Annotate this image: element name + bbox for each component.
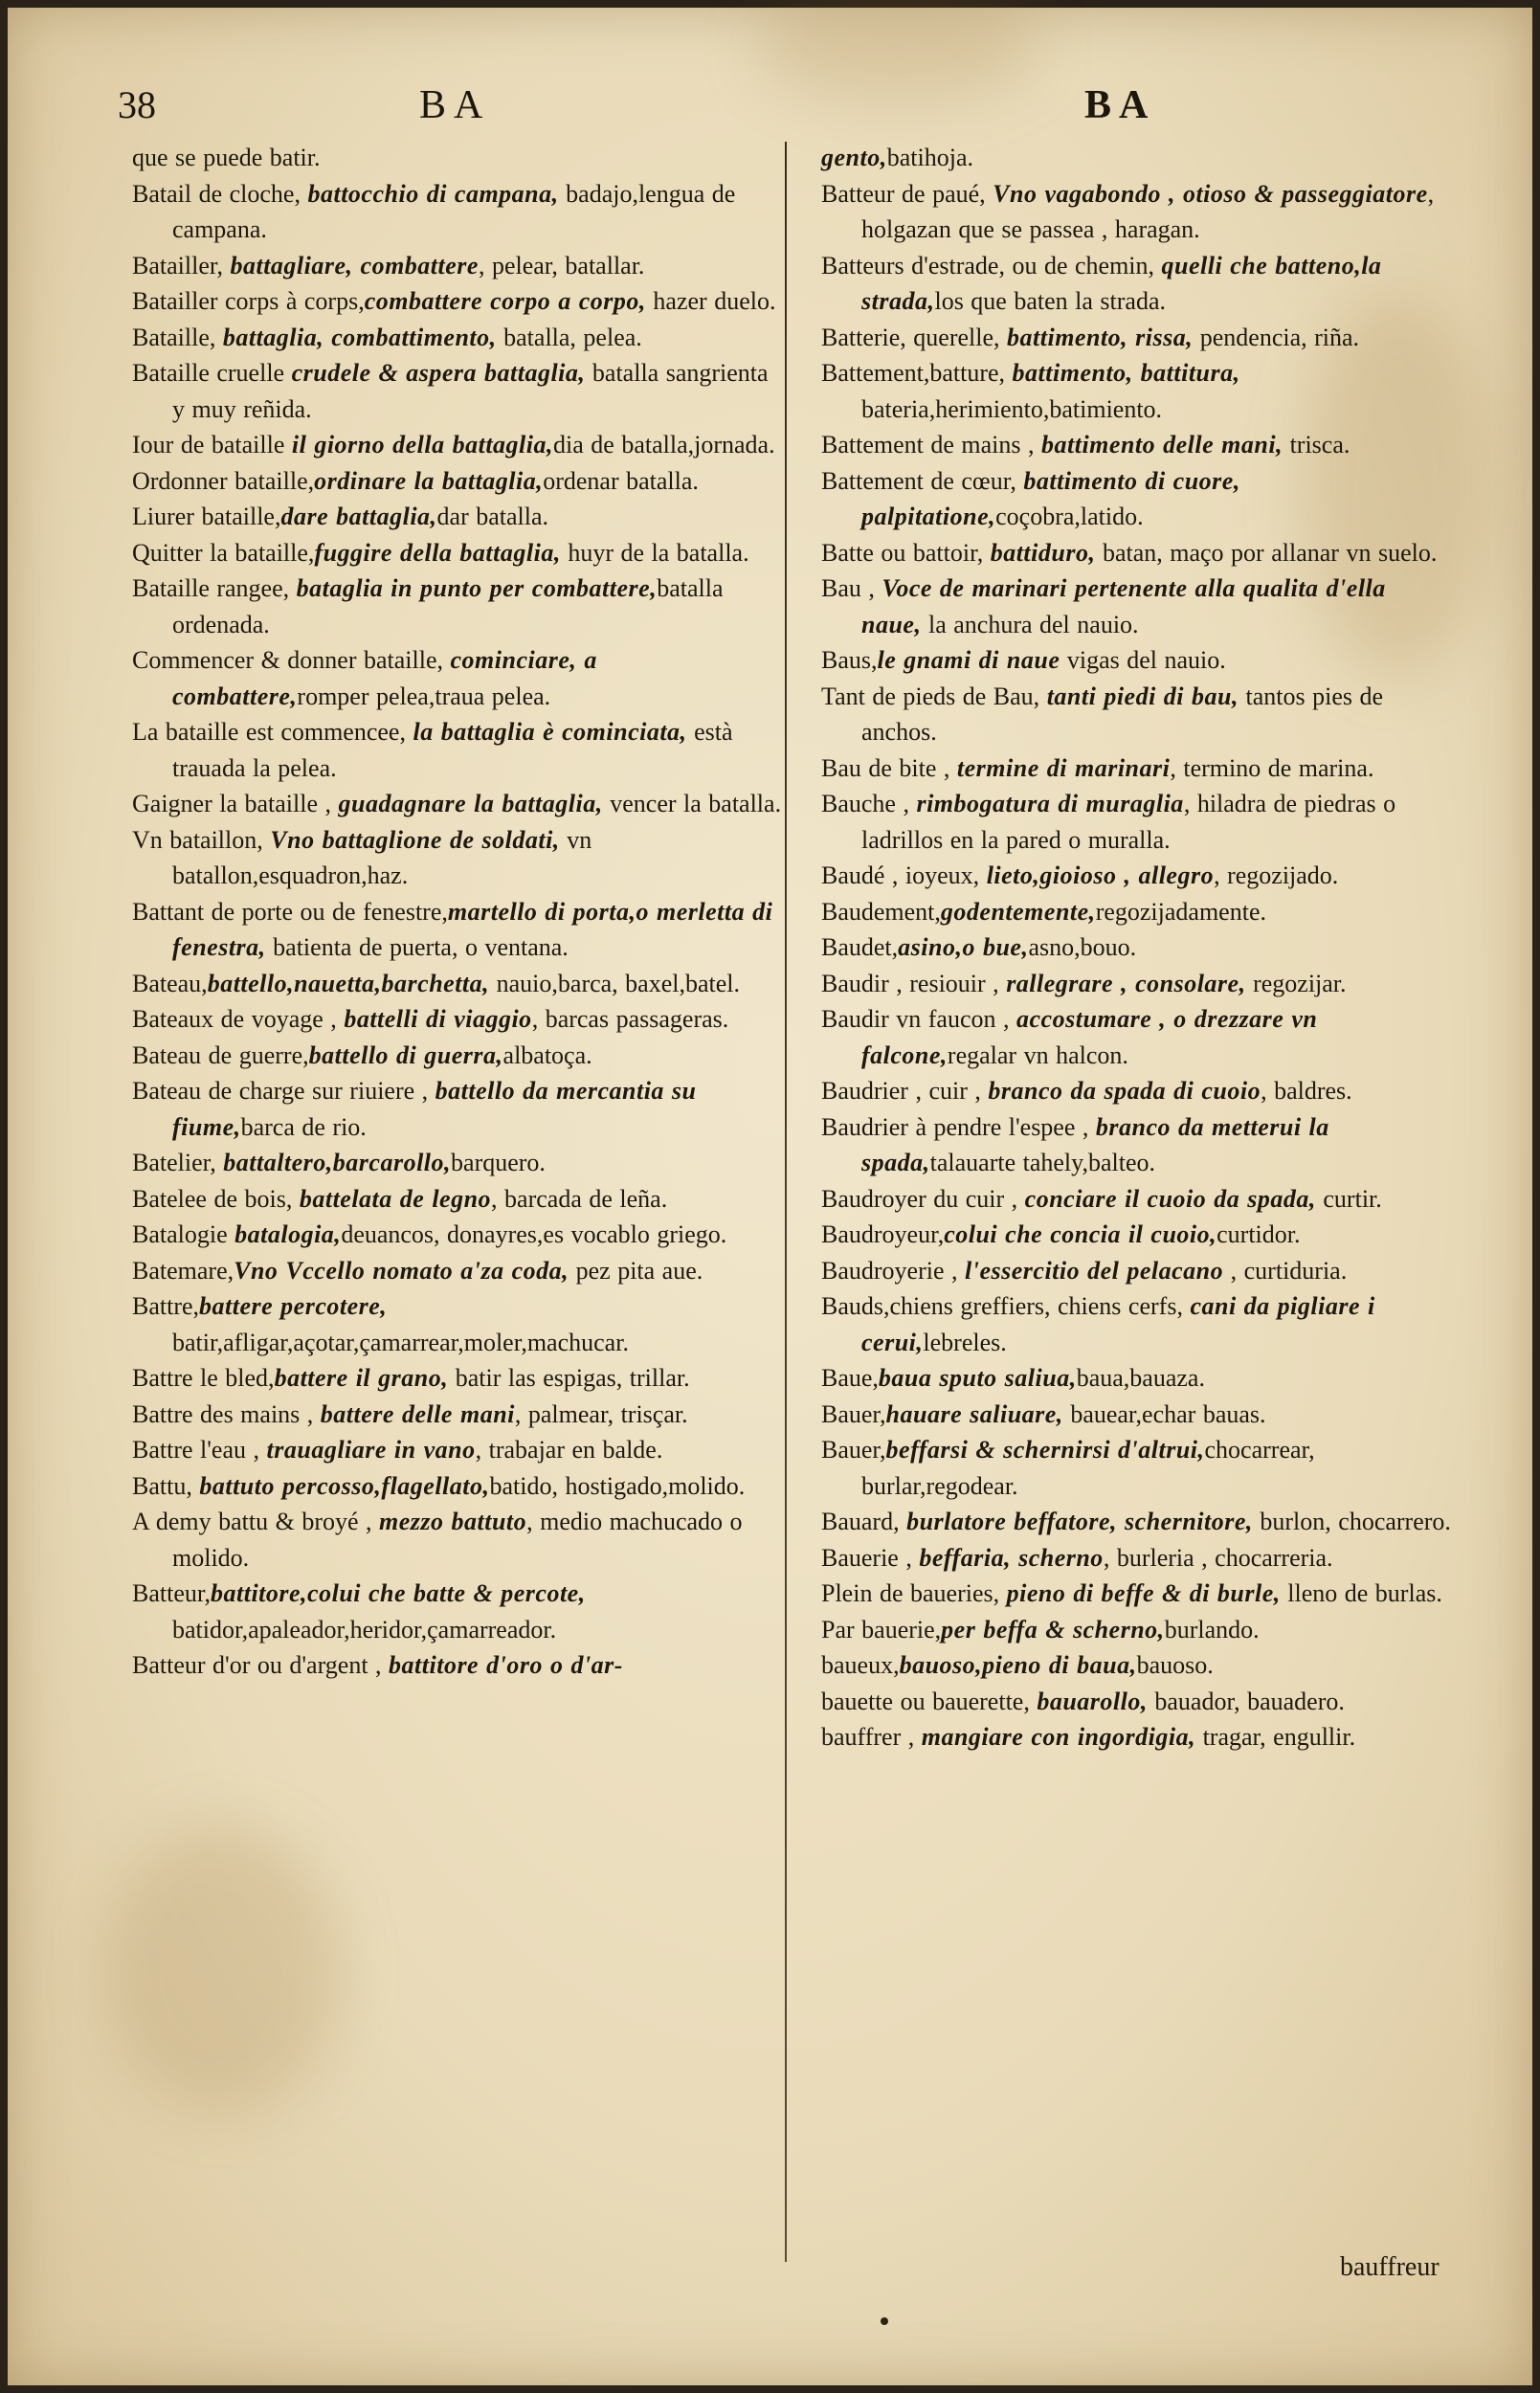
right-column bbox=[821, 140, 1453, 1756]
dictionary-entry bbox=[821, 1612, 1453, 1648]
italian-gloss: batalogia, bbox=[234, 1220, 342, 1248]
dictionary-entry bbox=[821, 642, 1453, 679]
spanish-gloss: regalar vn halcon. bbox=[947, 1040, 1128, 1069]
italian-gloss: beffarsi & schernirsi d'altrui, bbox=[885, 1436, 1205, 1464]
spanish-gloss: dar batalla. bbox=[436, 503, 549, 530]
french-headword: Batailler corps à corps, bbox=[132, 287, 365, 315]
french-headword: bauette ou bauerette, bbox=[821, 1687, 1038, 1715]
spanish-gloss: , burleria , chocarreria. bbox=[1103, 1543, 1333, 1572]
spanish-gloss: , holgazan que se passea , haragan. bbox=[861, 179, 1435, 243]
dictionary-entry bbox=[821, 1181, 1453, 1218]
french-headword: Batelier, bbox=[132, 1149, 224, 1176]
dictionary-entry bbox=[132, 1181, 783, 1218]
dictionary-entry bbox=[132, 642, 783, 714]
page-number: 38 bbox=[118, 83, 156, 126]
italian-gloss: burlatore beffatore, schernitore, bbox=[906, 1508, 1253, 1535]
french-headword: Batteurs d'estrade, ou de chemin, bbox=[821, 251, 1162, 280]
spanish-gloss: tantos pies de anchos. bbox=[861, 682, 1384, 746]
french-headword: Baue, bbox=[821, 1364, 879, 1392]
dictionary-entry bbox=[821, 535, 1453, 571]
spanish-gloss: batan, maço por allanar vn suelo. bbox=[1095, 538, 1438, 567]
running-head-right: BA bbox=[1084, 83, 1156, 127]
dictionary-entry bbox=[821, 679, 1453, 750]
spanish-gloss: coçobra,latido. bbox=[995, 503, 1144, 530]
italian-gloss: l'essercitio del pelacano bbox=[965, 1256, 1224, 1285]
italian-gloss: hauare saliuare, bbox=[885, 1399, 1063, 1428]
spanish-gloss: que se puede batir. bbox=[132, 144, 321, 171]
spanish-gloss: lleno de burlas. bbox=[1280, 1579, 1442, 1607]
spanish-gloss: vigas del nauio. bbox=[1060, 646, 1226, 674]
italian-gloss: colui che concia il cuoio, bbox=[944, 1220, 1217, 1248]
dictionary-entry bbox=[821, 355, 1453, 427]
french-headword: Battement de cœur, bbox=[821, 466, 1024, 495]
italian-gloss: per beffa & scherno, bbox=[941, 1615, 1165, 1644]
dictionary-entry bbox=[821, 1719, 1453, 1756]
dictionary-entry bbox=[821, 570, 1453, 642]
spanish-gloss: trisca. bbox=[1283, 431, 1350, 458]
french-headword: Batalogie bbox=[132, 1220, 235, 1248]
spanish-gloss: baua,bauaza. bbox=[1076, 1364, 1205, 1392]
french-headword: Batteur, bbox=[132, 1579, 211, 1607]
italian-gloss: branco da metterui la spada, bbox=[861, 1112, 1329, 1176]
spanish-gloss: batienta de puerta, o ventana. bbox=[265, 933, 569, 961]
italian-gloss: termine di marinari bbox=[956, 753, 1171, 782]
french-headword: Batteur d'or ou d'argent , bbox=[132, 1651, 390, 1679]
italian-gloss: cani da pigliare i cerui, bbox=[861, 1292, 1375, 1356]
dictionary-entry bbox=[821, 248, 1453, 320]
dictionary-entry bbox=[821, 463, 1453, 535]
italian-gloss: battelata de legno bbox=[299, 1184, 492, 1213]
italian-gloss: battagliare, combattere bbox=[230, 251, 479, 280]
spanish-gloss: , regozijado. bbox=[1214, 861, 1339, 889]
spanish-gloss: , hiladra de piedras o ladrillos en la pared o muralla. bbox=[861, 790, 1396, 854]
dictionary-entry bbox=[821, 786, 1453, 858]
italian-gloss: ordinare la battaglia, bbox=[314, 466, 544, 495]
dictionary-entry bbox=[132, 786, 783, 822]
italian-gloss: quelli che batteno,la strada, bbox=[861, 251, 1382, 315]
italian-gloss: battere il grano, bbox=[274, 1364, 449, 1392]
french-headword: Liurer bataille, bbox=[132, 503, 281, 530]
french-headword: Bauer, bbox=[821, 1436, 886, 1464]
dictionary-entry bbox=[821, 1576, 1453, 1612]
spanish-gloss: hazer duelo. bbox=[645, 287, 776, 315]
dictionary-entry bbox=[821, 427, 1453, 463]
italian-gloss: baua sputo saliua, bbox=[878, 1364, 1077, 1392]
french-headword: Bataille, bbox=[132, 323, 223, 351]
spanish-gloss: , baldres. bbox=[1261, 1077, 1352, 1105]
french-headword: Baudrier à pendre l'espee , bbox=[821, 1112, 1096, 1141]
paper-stain bbox=[103, 1826, 343, 2113]
spanish-gloss: , palmear, trisçar. bbox=[514, 1399, 688, 1428]
italian-gloss: rallegrare , consolare, bbox=[1006, 969, 1246, 997]
italian-gloss: battello da mercantia su fiume, bbox=[172, 1077, 697, 1141]
french-headword: Tant de pieds de Bau, bbox=[821, 682, 1047, 710]
french-headword: Commencer & donner bataille, bbox=[132, 646, 451, 674]
dictionary-entry bbox=[821, 1684, 1453, 1720]
dictionary-entry bbox=[821, 140, 1453, 176]
dictionary-entry bbox=[132, 1001, 783, 1038]
dictionary-entry bbox=[132, 1504, 783, 1576]
dictionary-entry bbox=[132, 535, 783, 571]
left-column bbox=[132, 140, 783, 1684]
french-headword: Battre des mains , bbox=[132, 1399, 321, 1428]
spanish-gloss: curtidor. bbox=[1216, 1220, 1301, 1248]
italian-gloss: bauarollo, bbox=[1037, 1687, 1148, 1715]
french-headword: Baudir vn faucon , bbox=[821, 1005, 1017, 1033]
page-header bbox=[8, 82, 1532, 140]
dictionary-entry bbox=[132, 140, 783, 176]
ink-dot bbox=[881, 2317, 888, 2325]
running-head-left: BA bbox=[419, 83, 491, 127]
italian-gloss: tanti piedi di bau, bbox=[1046, 682, 1239, 710]
spanish-gloss: batihoja. bbox=[886, 144, 973, 171]
dictionary-entry bbox=[821, 1001, 1453, 1073]
italian-gloss: rimbogatura di muraglia bbox=[916, 790, 1184, 817]
french-headword: Battement de mains , bbox=[821, 431, 1042, 458]
italian-gloss: Vno Vccello nomato a'za coda, bbox=[234, 1256, 569, 1285]
italian-gloss: dare battaglia, bbox=[280, 503, 437, 530]
dictionary-entry bbox=[132, 1253, 783, 1289]
spanish-gloss: batir las espigas, trillar. bbox=[448, 1364, 690, 1392]
spanish-gloss: los que baten la strada. bbox=[934, 287, 1166, 315]
spanish-gloss: burlando. bbox=[1164, 1615, 1260, 1644]
italian-gloss: bataglia in punto per combattere, bbox=[296, 574, 658, 602]
french-headword: bauffrer , bbox=[821, 1723, 922, 1751]
dictionary-entry bbox=[132, 1360, 783, 1397]
dictionary-entry bbox=[132, 499, 783, 535]
spanish-gloss: bateria,herimiento,batimiento. bbox=[861, 394, 1163, 423]
dictionary-entry bbox=[132, 427, 783, 463]
spanish-gloss: bauador, bauadero. bbox=[1147, 1687, 1345, 1715]
spanish-gloss: albatoça. bbox=[502, 1040, 592, 1069]
italian-gloss: battaglia, combattimento, bbox=[222, 323, 497, 351]
spanish-gloss: lebreles. bbox=[923, 1328, 1007, 1356]
french-headword: Gaigner la bataille , bbox=[132, 790, 339, 817]
french-headword: Batte ou battoir, bbox=[821, 538, 991, 567]
dictionary-entry bbox=[821, 1109, 1453, 1181]
dictionary-entry bbox=[132, 1468, 783, 1505]
french-headword: Bataille cruelle bbox=[132, 359, 292, 387]
italian-gloss: Vno vagabondo , otioso & passeggiatore bbox=[993, 179, 1428, 208]
french-headword: Bauds,chiens greffiers, chiens cerfs, bbox=[821, 1292, 1191, 1320]
italian-gloss: bauoso,pieno di baua, bbox=[899, 1651, 1137, 1679]
italian-gloss: mezzo battuto bbox=[379, 1508, 527, 1535]
dictionary-entry bbox=[132, 894, 783, 966]
catchword: bauffreur bbox=[1340, 2252, 1440, 2282]
dictionary-entry bbox=[132, 966, 783, 1002]
dictionary-entry bbox=[132, 1288, 783, 1360]
dictionary-entry bbox=[132, 248, 783, 284]
italian-gloss: martello di porta,o merletta di fenestra, bbox=[172, 897, 773, 961]
french-headword: Baudrier , cuir , bbox=[821, 1077, 989, 1105]
spanish-gloss: , barcada de leña. bbox=[491, 1184, 668, 1213]
spanish-gloss: pendencia, riña. bbox=[1193, 323, 1360, 351]
french-headword: Battre l'eau , bbox=[132, 1436, 267, 1464]
italian-gloss: le gnami di naue bbox=[877, 646, 1060, 674]
spanish-gloss: bauoso. bbox=[1136, 1651, 1214, 1679]
spanish-gloss: està trauada la pelea. bbox=[172, 718, 733, 782]
french-headword: Vn bataillon, bbox=[132, 825, 271, 854]
dictionary-entry bbox=[132, 1432, 783, 1468]
dictionary-entry bbox=[821, 1360, 1453, 1397]
spanish-gloss: batir,afligar,açotar,çamarrear,moler,machucar. bbox=[172, 1328, 629, 1356]
dictionary-entry bbox=[821, 750, 1453, 787]
dictionary-entry bbox=[821, 966, 1453, 1002]
italian-gloss: gento, bbox=[821, 144, 887, 171]
italian-gloss: godentemente, bbox=[940, 897, 1096, 926]
french-headword: Batailler, bbox=[132, 251, 231, 280]
french-headword: Baudement, bbox=[821, 897, 941, 926]
spanish-gloss: deuancos, donayres,es vocablo griego. bbox=[341, 1220, 727, 1248]
italian-gloss: battello di guerra, bbox=[308, 1040, 503, 1069]
dictionary-entry bbox=[821, 858, 1453, 894]
italian-gloss: guadagnare la battaglia, bbox=[338, 790, 603, 817]
italian-gloss: battelli di viaggio bbox=[344, 1005, 532, 1033]
italian-gloss: battimento di cuore, palpitatione, bbox=[861, 466, 1240, 530]
french-headword: Bateaux de voyage , bbox=[132, 1005, 345, 1033]
italian-gloss: battere percotere, bbox=[199, 1292, 388, 1320]
italian-gloss: mangiare con ingordigia, bbox=[921, 1723, 1196, 1751]
french-headword: Bauerie , bbox=[821, 1543, 920, 1572]
dictionary-entry bbox=[821, 1432, 1453, 1504]
french-headword: baueux, bbox=[821, 1651, 900, 1679]
italian-gloss: conciare il cuoio da spada, bbox=[1024, 1184, 1316, 1213]
spanish-gloss: curtir. bbox=[1315, 1184, 1382, 1213]
french-headword: Batelee de bois, bbox=[132, 1184, 300, 1213]
spanish-gloss: dia de batalla,jornada. bbox=[553, 431, 775, 458]
spanish-gloss: talauarte tahely,balteo. bbox=[929, 1149, 1155, 1176]
dictionary-entry bbox=[132, 1073, 783, 1145]
french-headword: Baudir , resiouir , bbox=[821, 969, 1007, 997]
dictionary-entry bbox=[132, 570, 783, 642]
dictionary-entry bbox=[821, 320, 1453, 356]
italian-gloss: combattere corpo a corpo, bbox=[364, 287, 646, 315]
spanish-gloss: vn batallon,esquadron,haz. bbox=[172, 825, 592, 889]
italian-gloss: fuggire della battaglia, bbox=[314, 538, 561, 567]
spanish-gloss: regozijadamente. bbox=[1095, 897, 1266, 926]
french-headword: Batail de cloche, bbox=[132, 179, 308, 208]
french-headword: Bau , bbox=[821, 574, 882, 602]
italian-gloss: Vno battaglione de soldati, bbox=[270, 825, 560, 854]
dictionary-entry bbox=[132, 463, 783, 500]
french-headword: A demy battu & broyé , bbox=[132, 1508, 380, 1535]
spanish-gloss: regozijar. bbox=[1245, 969, 1347, 997]
dictionary-entry bbox=[821, 929, 1453, 966]
italian-gloss: branco da spada di cuoio bbox=[988, 1077, 1261, 1105]
french-headword: Bateau, bbox=[132, 969, 208, 997]
spanish-gloss: , termino de marina. bbox=[1170, 753, 1374, 782]
italian-gloss: battaltero,barcarollo, bbox=[223, 1149, 452, 1176]
spanish-gloss: pez pita aue. bbox=[569, 1256, 703, 1285]
italian-gloss: battuto percosso,flagellato, bbox=[199, 1471, 490, 1500]
spanish-gloss: huyr de la batalla. bbox=[560, 538, 749, 567]
column-divider bbox=[785, 142, 787, 2262]
french-headword: Ordonner bataille, bbox=[132, 466, 315, 495]
dictionary-entry bbox=[132, 1576, 783, 1647]
spanish-gloss: nauio,barca, baxel,batel. bbox=[489, 969, 741, 997]
french-headword: Par bauerie, bbox=[821, 1615, 942, 1644]
french-headword: Batteur de paué, bbox=[821, 179, 993, 208]
french-headword: Bauche , bbox=[821, 790, 917, 817]
french-headword: Baudé , ioyeux, bbox=[821, 861, 987, 889]
spanish-gloss: , barcas passageras. bbox=[531, 1005, 729, 1033]
french-headword: Bauer, bbox=[821, 1399, 886, 1428]
italian-gloss: battimento, battitura, bbox=[1012, 359, 1240, 387]
french-headword: Battre le bled, bbox=[132, 1364, 275, 1392]
spanish-gloss: chocarrear, burlar,regodear. bbox=[861, 1436, 1315, 1500]
french-headword: Baudroyerie , bbox=[821, 1256, 966, 1285]
spanish-gloss: batalla ordenada. bbox=[172, 574, 724, 638]
italian-gloss: pieno di beffe & di burle, bbox=[1006, 1579, 1281, 1607]
french-headword: Bau de bite , bbox=[821, 753, 957, 782]
dictionary-entry bbox=[132, 1647, 783, 1684]
french-headword: Plein de baueries, bbox=[821, 1579, 1007, 1607]
italian-gloss: crudele & aspera battaglia, bbox=[291, 359, 586, 387]
italian-gloss: battitore,colui che batte & percote, bbox=[211, 1579, 586, 1607]
dictionary-entry bbox=[821, 1073, 1453, 1109]
italian-gloss: battere delle mani bbox=[320, 1399, 515, 1428]
french-headword: Quitter la bataille, bbox=[132, 538, 315, 567]
spanish-gloss: batalla, pelea. bbox=[496, 323, 642, 351]
dictionary-entry bbox=[132, 1145, 783, 1181]
spanish-gloss: batalla sangrienta y muy reñida. bbox=[172, 359, 769, 423]
italian-gloss: battiduro, bbox=[990, 538, 1096, 567]
spanish-gloss: burlon, chocarrero. bbox=[1252, 1508, 1451, 1535]
dictionary-entry bbox=[821, 1217, 1453, 1253]
dictionary-entry bbox=[821, 1647, 1453, 1684]
dictionary-entry bbox=[821, 1540, 1453, 1577]
french-headword: Bateau de charge sur riuiere , bbox=[132, 1077, 435, 1105]
french-headword: Battant de porte ou de fenestre, bbox=[132, 897, 448, 926]
french-headword: Batemare, bbox=[132, 1256, 234, 1285]
french-headword: Batterie, querelle, bbox=[821, 323, 1008, 351]
spanish-gloss: badajo,lengua de campana. bbox=[172, 179, 736, 243]
dictionary-entry bbox=[132, 1397, 783, 1433]
italian-gloss: beffaria, scherno bbox=[919, 1543, 1104, 1572]
french-headword: Battu, bbox=[132, 1471, 200, 1500]
spanish-gloss: batido, hostigado,molido. bbox=[489, 1471, 746, 1500]
spanish-gloss: barquero. bbox=[451, 1149, 546, 1176]
dictionary-entry bbox=[132, 1038, 783, 1074]
dictionary-entry bbox=[821, 1397, 1453, 1433]
french-headword: Baudroyer du cuir , bbox=[821, 1184, 1025, 1213]
spanish-gloss: , pelear, batallar. bbox=[478, 251, 645, 280]
italian-gloss: battocchio di campana, bbox=[307, 179, 559, 208]
french-headword: Iour de bataille bbox=[132, 431, 292, 458]
spanish-gloss: , trabajar en balde. bbox=[475, 1436, 663, 1464]
italian-gloss: battimento delle mani, bbox=[1041, 431, 1283, 458]
spanish-gloss: romper pelea,traua pelea. bbox=[297, 682, 551, 710]
spanish-gloss: vencer la batalla. bbox=[602, 790, 782, 817]
spanish-gloss: la anchura del nauio. bbox=[921, 610, 1139, 638]
spanish-gloss: , curtiduria. bbox=[1223, 1256, 1348, 1285]
spanish-gloss: batidor,apaleador,heridor,çamarreador. bbox=[172, 1615, 557, 1644]
dictionary-entry bbox=[821, 894, 1453, 930]
dictionary-entry bbox=[821, 176, 1453, 248]
french-headword: Battre, bbox=[132, 1292, 200, 1320]
italian-gloss: lieto,gioioso , allegro bbox=[986, 861, 1215, 889]
dictionary-entry bbox=[132, 714, 783, 786]
dictionary-entry bbox=[132, 822, 783, 894]
spanish-gloss: tragar, engullir. bbox=[1195, 1723, 1356, 1751]
spanish-gloss: bauear,echar bauas. bbox=[1062, 1399, 1266, 1428]
italian-gloss: cominciare, a combattere, bbox=[172, 646, 597, 710]
spanish-gloss: asno,bouo. bbox=[1028, 933, 1137, 961]
dictionary-entry bbox=[132, 1217, 783, 1253]
french-headword: Bauard, bbox=[821, 1508, 907, 1535]
italian-gloss: asino,o bue, bbox=[898, 933, 1029, 961]
french-headword: Baudet, bbox=[821, 933, 899, 961]
french-headword: Baus, bbox=[821, 646, 878, 674]
french-headword: Bataille rangee, bbox=[132, 574, 297, 602]
french-headword: La bataille est commencee, bbox=[132, 718, 413, 746]
dictionary-entry bbox=[132, 283, 783, 320]
french-headword: Battement,batture, bbox=[821, 359, 1013, 387]
spanish-gloss: ordenar batalla. bbox=[543, 466, 699, 495]
italian-gloss: la battaglia è cominciata, bbox=[413, 718, 687, 746]
italian-gloss: trauagliare in vano bbox=[266, 1436, 476, 1464]
dictionary-entry bbox=[821, 1253, 1453, 1289]
french-headword: Bateau de guerre, bbox=[132, 1040, 309, 1069]
italian-gloss: battimento, rissa, bbox=[1007, 323, 1194, 351]
dictionary-entry bbox=[132, 320, 783, 356]
dictionary-page bbox=[8, 8, 1532, 2385]
dictionary-entry bbox=[821, 1288, 1453, 1360]
italian-gloss: accostumare , o drezzare vn falcone, bbox=[861, 1005, 1318, 1069]
spanish-gloss: barca de rio. bbox=[240, 1112, 367, 1141]
italian-gloss: il giorno della battaglia, bbox=[291, 431, 554, 458]
dictionary-entry bbox=[132, 355, 783, 427]
french-headword: Baudroyeur, bbox=[821, 1220, 945, 1248]
dictionary-entry bbox=[821, 1504, 1453, 1540]
dictionary-entry bbox=[132, 176, 783, 248]
spanish-gloss: , medio machucado o molido. bbox=[172, 1508, 743, 1572]
italian-gloss: battitore d'oro o d'ar- bbox=[389, 1651, 623, 1679]
italian-gloss: battello,nauetta,barchetta, bbox=[207, 969, 490, 997]
italian-gloss: Voce de marinari pertenente alla qualita d'ella naue, bbox=[861, 574, 1386, 638]
